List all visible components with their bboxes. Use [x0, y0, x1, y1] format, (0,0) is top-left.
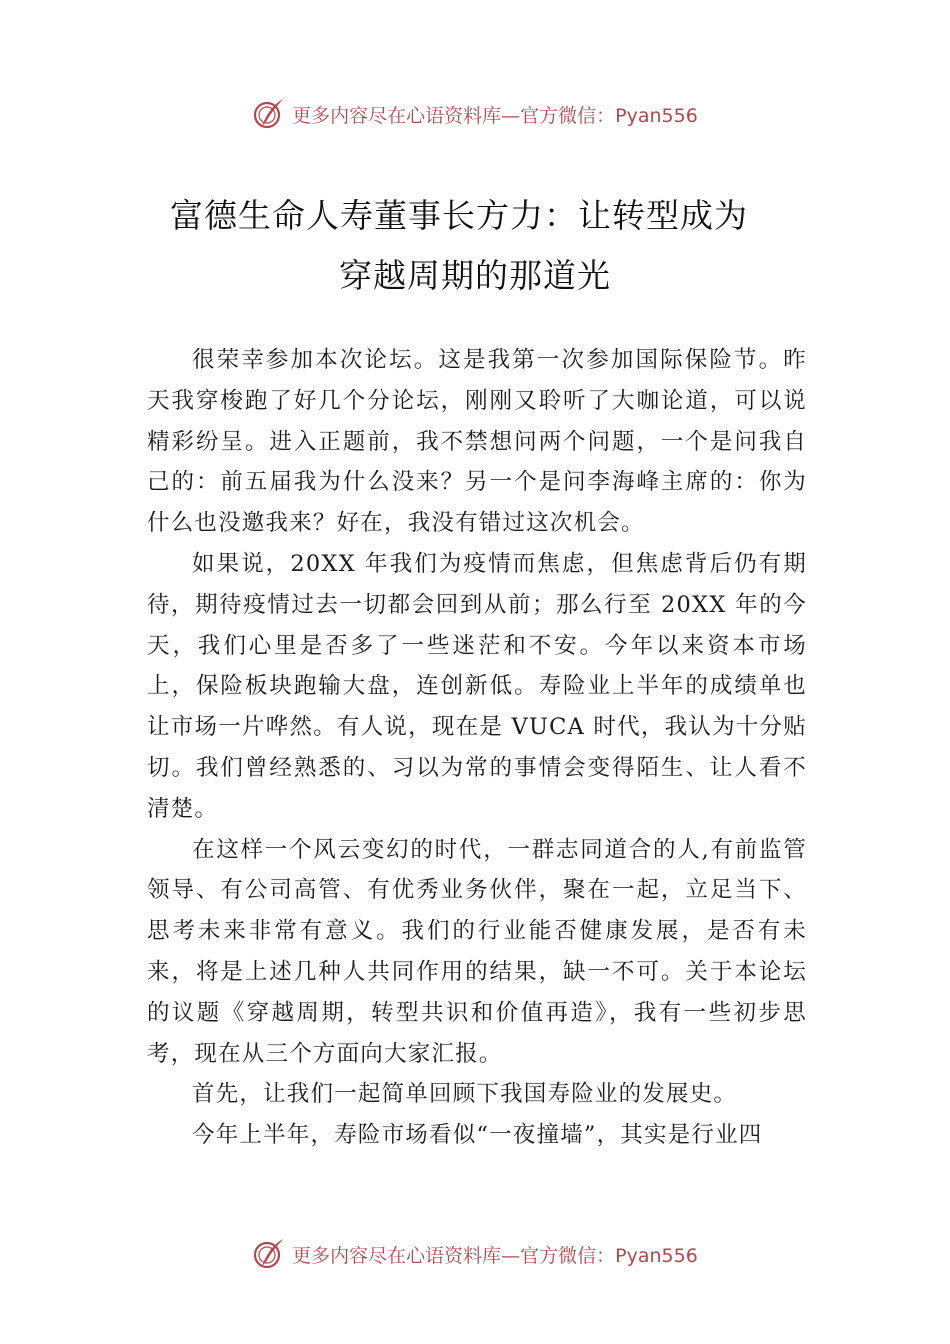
banner-text [292, 101, 698, 128]
banner-text [292, 1241, 698, 1268]
footer-banner [0, 1234, 950, 1274]
document-body [147, 340, 807, 1156]
document-title-line-1: 富德生命人寿董事长方力：让转型成为 [170, 196, 748, 235]
paragraph-1: 很荣幸参加本次论坛。这是我第一次参加国际保险节。昨天我穿梭跑了好几个分论坛，刚刚又聆听了大咖论道，可以说精彩纷呈。进入正题前，我不禁想问两个问题，一个是问我自己的：前五届我为什么没来？另一个是问李海峰主席的：你为什么也没邀我来？好在，我没有错过这次机会。 [147, 347, 807, 537]
banner-wechat-id: Pyan556 [615, 104, 698, 127]
quill-pen-logo-icon [252, 97, 286, 131]
header-banner [0, 94, 950, 134]
paragraph-2: 如果说，20XX 年我们为疫情而焦虑，但焦虑背后仍有期待，期待疫情过去一切都会回到从前；那么行至 20XX 年的今天，我们心里是否多了一些迷茫和不安。今年以来资本市场上，保险板块跑输大盘，连创新低。寿险业上半年的成绩单也让市场一片哗然。有人说，现在是 VUCA 时代，我认为十分贴切。我们曾经熟悉的、习以为常的事情会变得陌生、让人看不清楚。 [147, 550, 807, 822]
quill-pen-logo-icon [252, 1237, 286, 1271]
paragraph-3: 在这样一个风云变幻的时代，一群志同道合的人,有前监管领导、有公司高管、有优秀业务伙伴，聚在一起，立足当下、思考未来非常有意义。我们的行业能否健康发展，是否有未来，将是上述几种人共同作用的结果，缺一不可。关于本论坛的议题《穿越周期，转型共识和价值再造》，我有一些初步思考，现在从三个方面向大家汇报。 [147, 836, 807, 1067]
paragraph-4: 首先，让我们一起简单回顾下我国寿险业的发展史。 [192, 1081, 738, 1108]
banner-wechat-id: Pyan556 [615, 1244, 698, 1267]
banner-label: 更多内容尽在心语资料库—官方微信： [292, 1244, 616, 1267]
document-title-line-2: 穿越周期的那道光 [339, 256, 611, 295]
banner-label: 更多内容尽在心语资料库—官方微信： [292, 104, 616, 127]
paragraph-5: 今年上半年，寿险市场看似“一夜撞墙”，其实是行业四 [192, 1122, 763, 1149]
